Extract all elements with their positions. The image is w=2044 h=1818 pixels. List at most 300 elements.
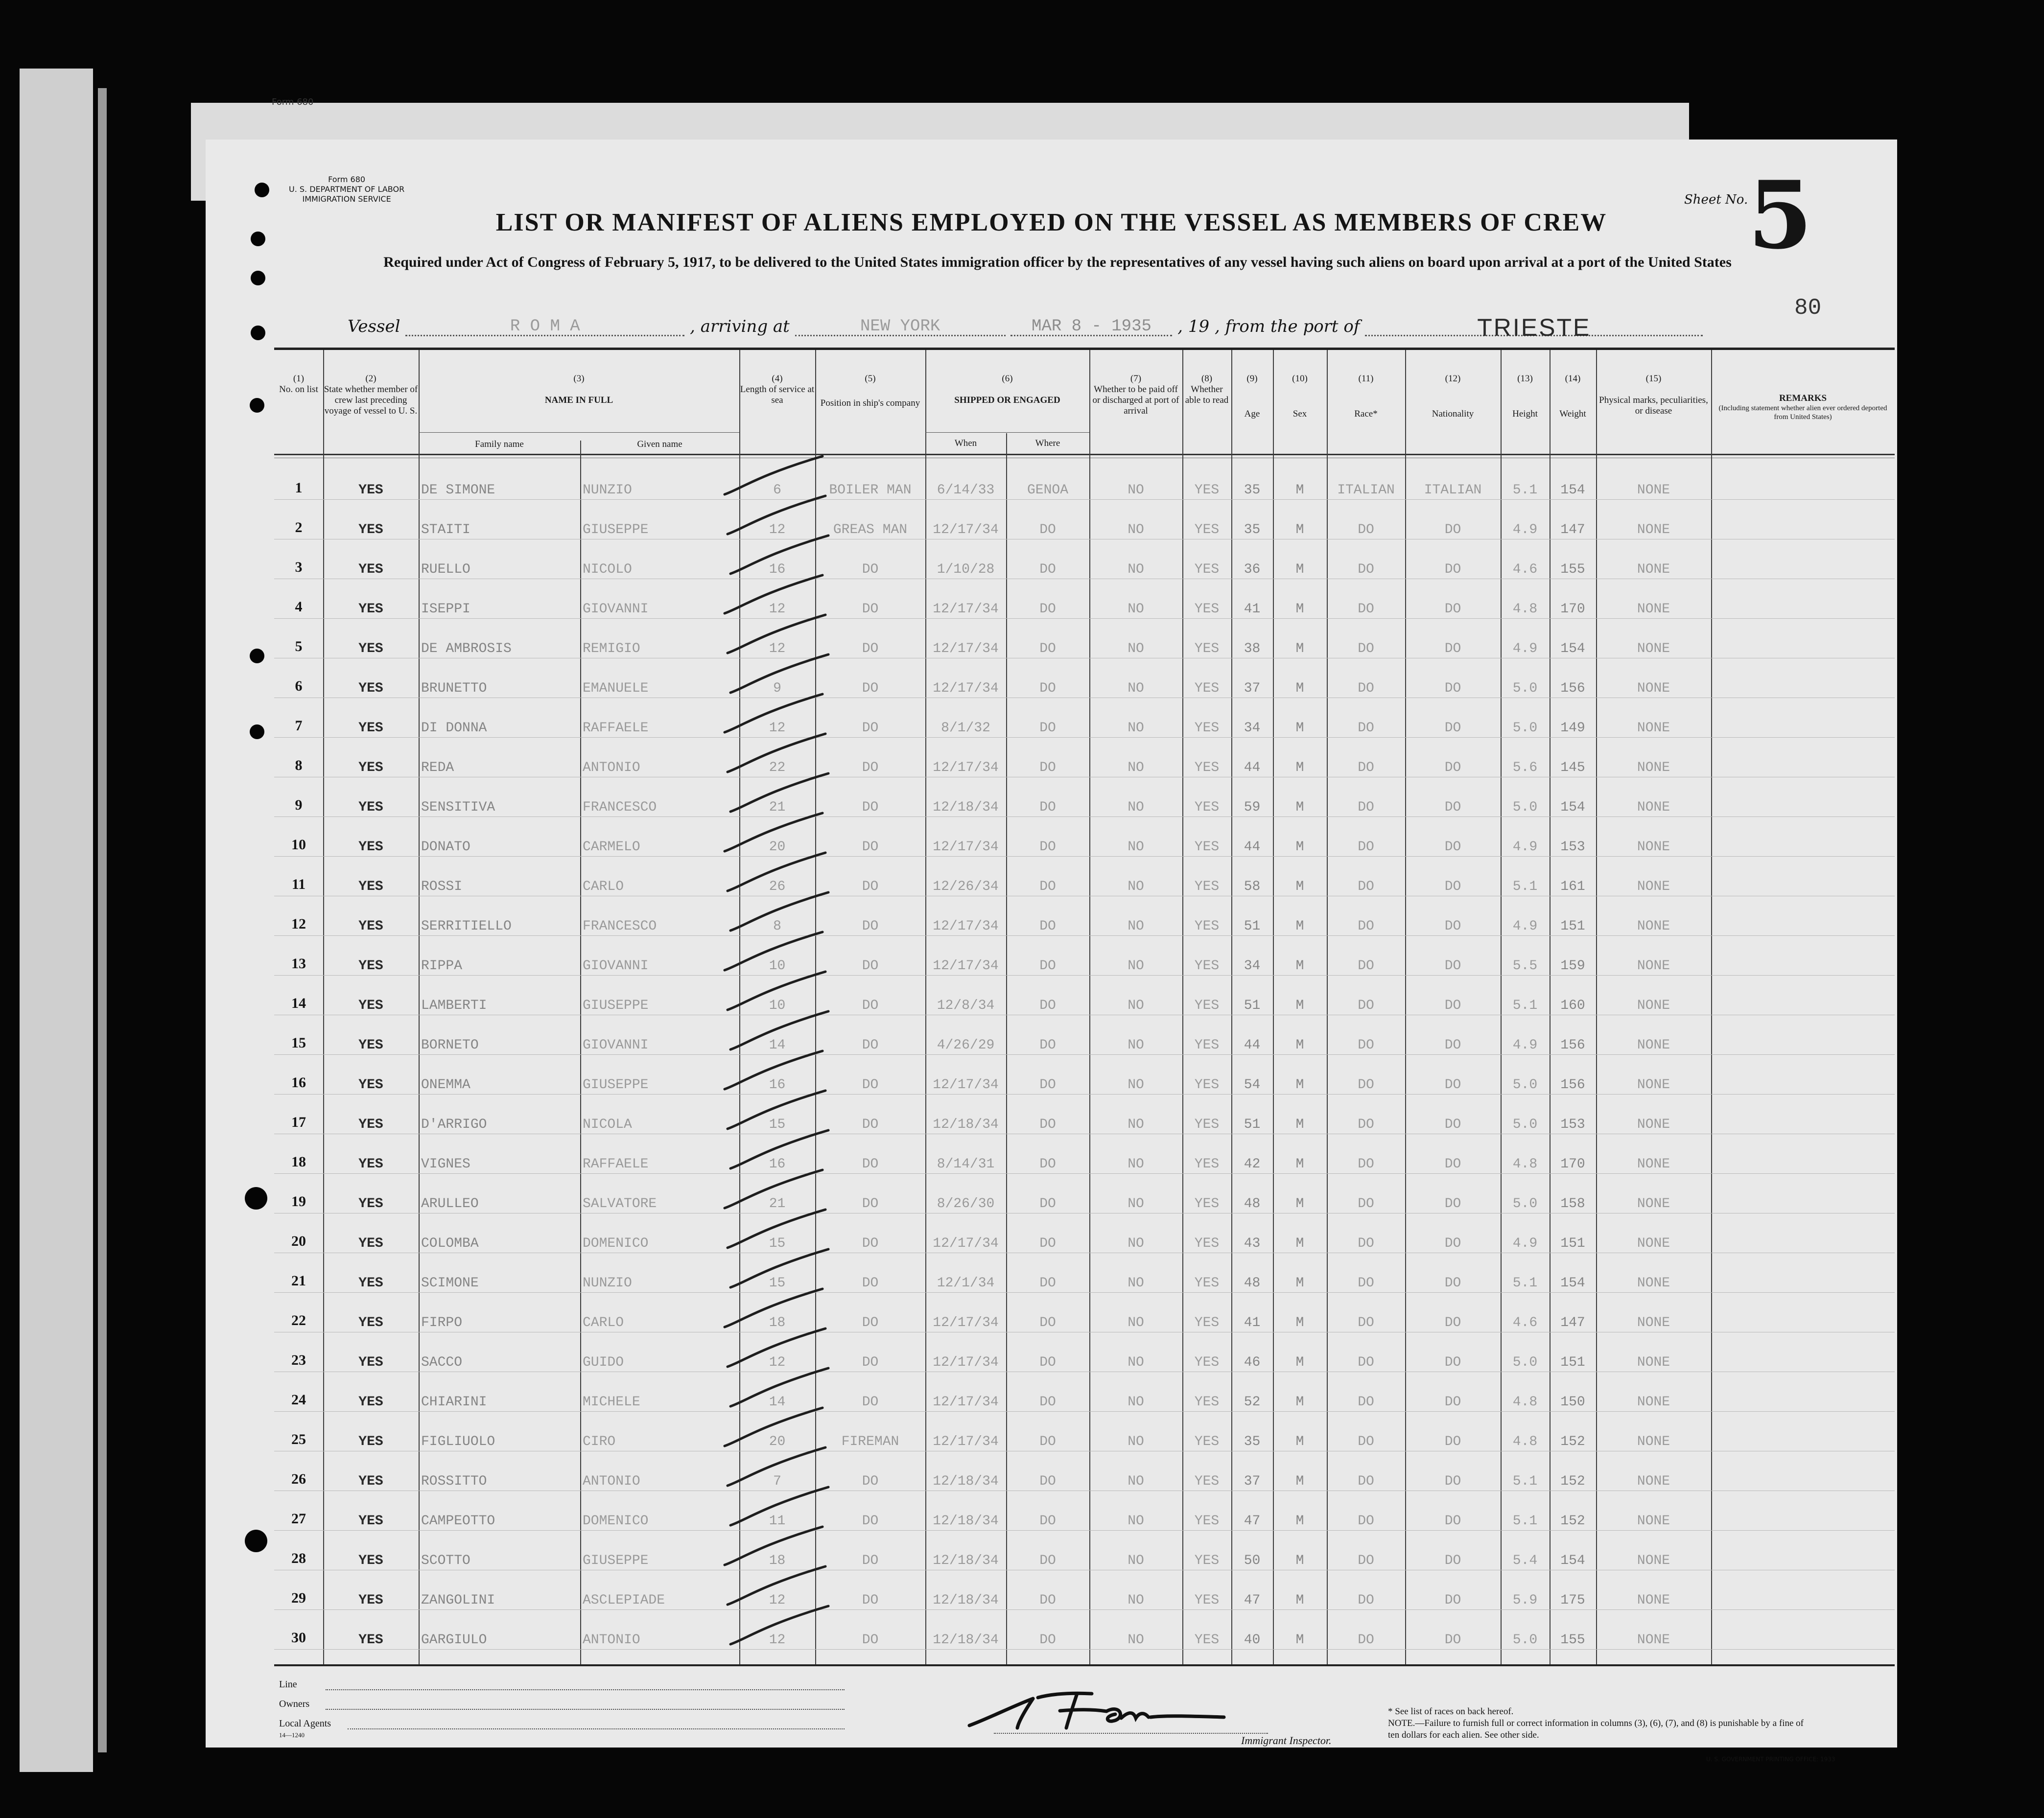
cell-prev: YES (358, 1474, 383, 1489)
cell-given: FRANCESCO (583, 919, 657, 934)
cell-weight: 147 (1560, 1315, 1585, 1330)
cell-service: 20 (769, 1434, 786, 1449)
cell-nat: DO (1444, 1553, 1461, 1568)
cell-prev: YES (358, 1395, 383, 1410)
row-number: 13 (291, 956, 306, 972)
cell-sex: M (1295, 800, 1304, 815)
row-number: 18 (291, 1154, 306, 1170)
punch-hole (255, 183, 269, 197)
cell-family: REDA (421, 760, 454, 775)
cell-race: ITALIAN (1337, 483, 1395, 498)
cell-marks: NONE (1637, 721, 1670, 736)
cell-weight: 145 (1560, 760, 1585, 775)
cell-marks: NONE (1637, 1632, 1670, 1648)
cell-given: CIRO (583, 1434, 616, 1449)
cell-given: GIUSEPPE (583, 1553, 649, 1568)
punch-hole (245, 1530, 267, 1552)
cell-age: 35 (1244, 1434, 1261, 1449)
check-mark (725, 1408, 822, 1446)
cell-read: YES (1194, 483, 1220, 498)
cell-where: DO (1039, 1474, 1056, 1489)
cell-position: DO (862, 641, 879, 656)
cell-where: DO (1039, 919, 1056, 934)
cell-nat: DO (1444, 919, 1461, 934)
cell-marks: NONE (1637, 998, 1670, 1013)
cell-marks: NONE (1637, 839, 1670, 855)
cell-marks: NONE (1637, 1077, 1670, 1093)
cell-nat: DO (1444, 1593, 1461, 1608)
cell-marks: NONE (1637, 1117, 1670, 1132)
punch-hole (250, 649, 264, 663)
cell-sex: M (1295, 1553, 1304, 1568)
cell-position: DO (862, 602, 879, 617)
cell-marks: NONE (1637, 919, 1670, 934)
cell-sex: M (1295, 839, 1304, 855)
cell-age: 59 (1244, 800, 1261, 815)
cell-sex: M (1295, 483, 1304, 498)
check-mark (728, 972, 825, 1010)
cell-weight: 150 (1560, 1395, 1585, 1410)
cell-where: DO (1039, 681, 1056, 696)
cell-height: 5.6 (1512, 760, 1538, 775)
cell-paid: NO (1128, 522, 1144, 537)
cell-position: DO (862, 1355, 879, 1370)
cell-paid: NO (1128, 1077, 1144, 1093)
check-mark (730, 536, 828, 574)
binder-strip (20, 69, 93, 1772)
cell-marks: NONE (1637, 1236, 1670, 1251)
owners-label: Owners (279, 1699, 310, 1709)
cell-age: 44 (1244, 1038, 1261, 1053)
cell-service: 20 (769, 839, 786, 855)
cell-weight: 156 (1560, 1038, 1585, 1053)
cell-paid: NO (1128, 562, 1144, 577)
cell-family: LAMBERTI (421, 998, 487, 1013)
cell-where: DO (1039, 721, 1056, 736)
cell-given: CARLO (583, 1315, 624, 1330)
cell-read: YES (1194, 1553, 1220, 1568)
cell-sex: M (1295, 879, 1304, 894)
header-c9: (9) Age (1244, 373, 1260, 419)
cell-when: 12/8/34 (937, 998, 995, 1013)
cell-prev: YES (358, 1117, 383, 1132)
cell-nat: DO (1444, 1514, 1461, 1529)
cell-age: 58 (1244, 879, 1261, 894)
cell-given: MICHELE (583, 1395, 640, 1410)
cell-prev: YES (358, 1593, 383, 1608)
cell-weight: 151 (1560, 1355, 1585, 1370)
cell-marks: NONE (1637, 1514, 1670, 1529)
cell-where: DO (1039, 562, 1056, 577)
cell-nat: DO (1444, 1315, 1461, 1330)
cell-when: 12/18/34 (933, 1553, 999, 1568)
cell-read: YES (1194, 958, 1220, 974)
cell-sex: M (1295, 1077, 1304, 1093)
check-mark (730, 773, 828, 812)
row-number: 23 (291, 1352, 306, 1368)
cell-family: DE SIMONE (421, 483, 495, 498)
cell-prev: YES (358, 602, 383, 617)
cell-sex: M (1295, 1434, 1304, 1449)
cell-read: YES (1194, 919, 1220, 934)
cell-when: 12/17/34 (933, 681, 999, 696)
cell-sex: M (1295, 958, 1304, 974)
row-number: 12 (291, 916, 306, 932)
cell-nat: DO (1444, 1038, 1461, 1053)
cell-paid: NO (1128, 1038, 1144, 1053)
cell-when: 12/18/34 (933, 800, 999, 815)
cell-prev: YES (358, 522, 383, 537)
cell-nat: DO (1444, 721, 1461, 736)
cell-when: 12/17/34 (933, 1236, 999, 1251)
cell-age: 42 (1244, 1157, 1261, 1172)
printer-imprint: U. S. GOVERNMENT PRINTING OFFICE: 1933 (1706, 1756, 1835, 1763)
cell-marks: NONE (1637, 681, 1670, 696)
cell-nat: DO (1444, 839, 1461, 855)
cell-read: YES (1194, 1395, 1220, 1410)
cell-sex: M (1295, 1157, 1304, 1172)
cell-read: YES (1194, 1632, 1220, 1648)
cell-family: ROSSITTO (421, 1474, 487, 1489)
header-c13: (13) Height (1512, 373, 1538, 419)
cell-family: ZANGOLINI (421, 1593, 495, 1608)
cell-race: DO (1358, 1117, 1374, 1132)
cell-service: 6 (773, 483, 781, 498)
cell-race: DO (1358, 1236, 1374, 1251)
cell-service: 15 (769, 1117, 786, 1132)
cell-race: DO (1358, 1434, 1374, 1449)
cell-when: 12/17/34 (933, 1434, 999, 1449)
row-number: 1 (295, 480, 303, 496)
row-number: 26 (291, 1471, 306, 1487)
cell-where: DO (1039, 1593, 1056, 1608)
cell-sex: M (1295, 1593, 1304, 1608)
cell-race: DO (1358, 919, 1374, 934)
agents-fill (348, 1728, 845, 1729)
cell-sex: M (1295, 721, 1304, 736)
cell-marks: NONE (1637, 958, 1670, 974)
punch-hole (251, 271, 265, 285)
cell-height: 4.9 (1512, 1236, 1538, 1251)
cell-prev: YES (358, 958, 383, 974)
cell-given: EMANUELE (583, 681, 649, 696)
cell-where: DO (1039, 1276, 1056, 1291)
cell-race: DO (1358, 1355, 1374, 1370)
row-number: 19 (291, 1193, 306, 1210)
cell-race: DO (1358, 1276, 1374, 1291)
cell-weight: 149 (1560, 721, 1585, 736)
cell-given: GIOVANNI (583, 958, 649, 974)
cell-paid: NO (1128, 1553, 1144, 1568)
header-c11: (11) Race* (1354, 373, 1378, 419)
cell-given: GIOVANNI (583, 1038, 649, 1053)
cell-height: 4.8 (1512, 1395, 1538, 1410)
cell-service: 12 (769, 721, 786, 736)
cell-height: 5.5 (1512, 958, 1538, 974)
cell-age: 37 (1244, 681, 1261, 696)
cell-given: DOMENICO (583, 1236, 649, 1251)
cell-service: 26 (769, 879, 786, 894)
cell-age: 41 (1244, 1315, 1261, 1330)
cell-given: GIOVANNI (583, 602, 649, 617)
cell-paid: NO (1128, 1514, 1144, 1529)
cell-paid: NO (1128, 1434, 1144, 1449)
cell-family: ISEPPI (421, 602, 470, 617)
check-mark (725, 1170, 822, 1208)
cell-read: YES (1194, 602, 1220, 617)
cell-weight: 159 (1560, 958, 1585, 974)
cell-where: DO (1039, 602, 1056, 617)
row-number: 11 (291, 876, 306, 892)
cell-prev: YES (358, 483, 383, 498)
cell-sex: M (1295, 1276, 1304, 1291)
cell-given: NICOLO (583, 562, 632, 577)
cell-weight: 160 (1560, 998, 1585, 1013)
cell-where: GENOA (1027, 483, 1068, 498)
cell-when: 8/1/32 (941, 721, 990, 736)
cell-weight: 154 (1560, 641, 1585, 656)
check-mark (730, 1130, 828, 1168)
cell-given: GUIDO (583, 1355, 624, 1370)
row-number: 10 (291, 837, 306, 853)
cell-nat: DO (1444, 1474, 1461, 1489)
cell-read: YES (1194, 879, 1220, 894)
cell-read: YES (1194, 681, 1220, 696)
cell-prev: YES (358, 1276, 383, 1291)
cell-family: ONEMMA (421, 1077, 470, 1093)
cell-paid: NO (1128, 483, 1144, 498)
cell-given: NUNZIO (583, 483, 632, 498)
cell-height: 5.9 (1512, 1593, 1538, 1608)
owners-fill (326, 1709, 845, 1710)
cell-age: 51 (1244, 1117, 1261, 1132)
check-marks (274, 350, 1895, 1664)
row-number: 24 (291, 1392, 306, 1408)
cell-read: YES (1194, 1434, 1220, 1449)
cell-paid: NO (1128, 721, 1144, 736)
header-where: Where (1035, 438, 1060, 448)
page-subtitle: Required under Act of Congress of February 5, 1917, to be delivered to the United States immigration officer by the representatives of any vessel having such aliens on board upon arrival at a port of the United States (383, 254, 1732, 270)
cell-family: CAMPEOTTO (421, 1514, 495, 1529)
cell-prev: YES (358, 641, 383, 656)
cell-where: DO (1039, 1632, 1056, 1648)
cell-weight: 151 (1560, 919, 1585, 934)
cell-nat: DO (1444, 1395, 1461, 1410)
cell-when: 12/17/34 (933, 919, 999, 934)
punch-hole (251, 326, 265, 340)
cell-paid: NO (1128, 1236, 1144, 1251)
cell-position: DO (862, 1315, 879, 1330)
cell-read: YES (1194, 1474, 1220, 1489)
cell-where: DO (1039, 1157, 1056, 1172)
cell-given: NUNZIO (583, 1276, 632, 1291)
cell-where: DO (1039, 1434, 1056, 1449)
form-header: Form 680 U. S. DEPARTMENT OF LABOR IMMIGRATION SERVICE (289, 175, 405, 204)
sheet-number: 5 (1748, 161, 1813, 270)
cell-paid: NO (1128, 1276, 1144, 1291)
cell-race: DO (1358, 1157, 1374, 1172)
row-number: 17 (291, 1114, 306, 1130)
cell-weight: 153 (1560, 1117, 1585, 1132)
cell-sex: M (1295, 1514, 1304, 1529)
cell-prev: YES (358, 1196, 383, 1212)
cell-when: 12/17/34 (933, 1315, 999, 1330)
cell-age: 46 (1244, 1355, 1261, 1370)
cell-family: SACCO (421, 1355, 463, 1370)
cell-race: DO (1358, 681, 1374, 696)
cell-prev: YES (358, 1038, 383, 1053)
cell-service: 10 (769, 998, 786, 1013)
cell-nat: DO (1444, 1117, 1461, 1132)
binder-edge (98, 88, 107, 1752)
footnote: * See list of races on back hereof. NOTE.—Failure to furnish full or correct information in columns (3), (6), (7), and (8) is punishable by a fine of ten dollars for each alien. See other side. (1388, 1706, 1804, 1740)
cell-weight: 154 (1560, 1553, 1585, 1568)
vessel-value: R O M A (405, 317, 684, 336)
row-number: 22 (291, 1312, 306, 1329)
year-label: , 19 (1177, 317, 1210, 336)
cell-sex: M (1295, 641, 1304, 656)
cell-when: 12/18/34 (933, 1632, 999, 1648)
cell-paid: NO (1128, 760, 1144, 775)
cell-paid: NO (1128, 1593, 1144, 1608)
cell-where: DO (1039, 998, 1056, 1013)
check-mark (730, 1487, 828, 1525)
cell-marks: NONE (1637, 1038, 1670, 1053)
cell-given: ANTONIO (583, 1474, 640, 1489)
cell-when: 12/18/34 (933, 1117, 999, 1132)
cell-service: 18 (769, 1553, 786, 1568)
cell-age: 34 (1244, 958, 1261, 974)
cell-height: 4.8 (1512, 1434, 1538, 1449)
cell-nat: DO (1444, 958, 1461, 974)
row-number: 15 (291, 1035, 306, 1051)
cell-when: 8/14/31 (937, 1157, 995, 1172)
cell-marks: NONE (1637, 1276, 1670, 1291)
cell-when: 12/18/34 (933, 1514, 999, 1529)
inspector-signature (960, 1679, 1234, 1738)
cell-paid: NO (1128, 641, 1144, 656)
cell-race: DO (1358, 1514, 1374, 1529)
cell-nat: DO (1444, 998, 1461, 1013)
header-family: Family name (475, 439, 524, 449)
check-mark (725, 1527, 822, 1565)
cell-nat: DO (1444, 602, 1461, 617)
cell-family: ROSSI (421, 879, 463, 894)
header-given: Given name (637, 439, 682, 449)
cell-where: DO (1039, 1315, 1056, 1330)
cell-prev: YES (358, 998, 383, 1013)
cell-marks: NONE (1637, 1395, 1670, 1410)
cell-read: YES (1194, 800, 1220, 815)
cell-service: 11 (769, 1514, 786, 1529)
manifest-sheet (206, 140, 1897, 1763)
cell-age: 51 (1244, 998, 1261, 1013)
cell-race: DO (1358, 1395, 1374, 1410)
cell-paid: NO (1128, 1196, 1144, 1212)
cell-given: NICOLA (583, 1117, 632, 1132)
cell-service: 14 (769, 1395, 786, 1410)
cell-position: DO (862, 721, 879, 736)
cell-paid: NO (1128, 1157, 1144, 1172)
cell-position: DO (862, 760, 879, 775)
cell-service: 16 (769, 1157, 786, 1172)
cell-given: CARLO (583, 879, 624, 894)
cell-weight: 152 (1560, 1434, 1585, 1449)
header-c1: (1) No. on list (279, 373, 318, 395)
cell-where: DO (1039, 522, 1056, 537)
cell-race: DO (1358, 998, 1374, 1013)
cell-service: 12 (769, 1632, 786, 1648)
cell-read: YES (1194, 562, 1220, 577)
cell-marks: NONE (1637, 760, 1670, 775)
cell-weight: 152 (1560, 1474, 1585, 1489)
vessel-line (348, 313, 1703, 341)
cell-weight: 154 (1560, 800, 1585, 815)
cell-prev: YES (358, 800, 383, 815)
cell-prev: YES (358, 1355, 383, 1370)
header-c15: (15) Physical marks, peculiarities, or disease (1599, 373, 1708, 416)
cell-race: DO (1358, 958, 1374, 974)
row-number: 7 (295, 718, 303, 734)
cell-position: FIREMAN (841, 1434, 899, 1449)
cell-where: DO (1039, 879, 1056, 894)
cell-race: DO (1358, 641, 1374, 656)
handwritten-number: 80 (1794, 295, 1822, 321)
cell-sex: M (1295, 562, 1304, 577)
cell-where: DO (1039, 1038, 1056, 1053)
cell-read: YES (1194, 1117, 1220, 1132)
cell-age: 48 (1244, 1196, 1261, 1212)
cell-read: YES (1194, 1315, 1220, 1330)
cell-family: RUELLO (421, 562, 470, 577)
cell-read: YES (1194, 1276, 1220, 1291)
cell-age: 40 (1244, 1632, 1261, 1648)
cell-when: 12/17/34 (933, 839, 999, 855)
cell-weight: 147 (1560, 522, 1585, 537)
cell-age: 47 (1244, 1514, 1261, 1529)
check-mark (730, 1368, 828, 1406)
cell-sex: M (1295, 1236, 1304, 1251)
cell-read: YES (1194, 1236, 1220, 1251)
cell-race: DO (1358, 1196, 1374, 1212)
cell-paid: NO (1128, 1355, 1144, 1370)
port-value: TRIESTE (1365, 313, 1703, 336)
row-number: 21 (291, 1273, 306, 1289)
cell-family: BRUNETTO (421, 681, 487, 696)
cell-position: DO (862, 919, 879, 934)
cell-height: 5.0 (1512, 721, 1538, 736)
cell-weight: 153 (1560, 839, 1585, 855)
cell-where: DO (1039, 760, 1056, 775)
cell-paid: NO (1128, 1395, 1144, 1410)
cell-sex: M (1295, 1632, 1304, 1648)
cell-height: 5.0 (1512, 1117, 1538, 1132)
cell-prev: YES (358, 681, 383, 696)
arriving-value: NEW YORK (795, 317, 1006, 336)
header-c12: (12) Nationality (1432, 373, 1474, 419)
cell-weight: 156 (1560, 1077, 1585, 1093)
row-number: 25 (291, 1431, 306, 1447)
cell-read: YES (1194, 522, 1220, 537)
cell-service: 16 (769, 1077, 786, 1093)
cell-sex: M (1295, 760, 1304, 775)
check-mark (725, 1289, 822, 1327)
cell-height: 5.0 (1512, 1355, 1538, 1370)
cell-when: 12/17/34 (933, 1395, 999, 1410)
cell-nat: DO (1444, 641, 1461, 656)
cell-race: DO (1358, 721, 1374, 736)
cell-when: 12/26/34 (933, 879, 999, 894)
